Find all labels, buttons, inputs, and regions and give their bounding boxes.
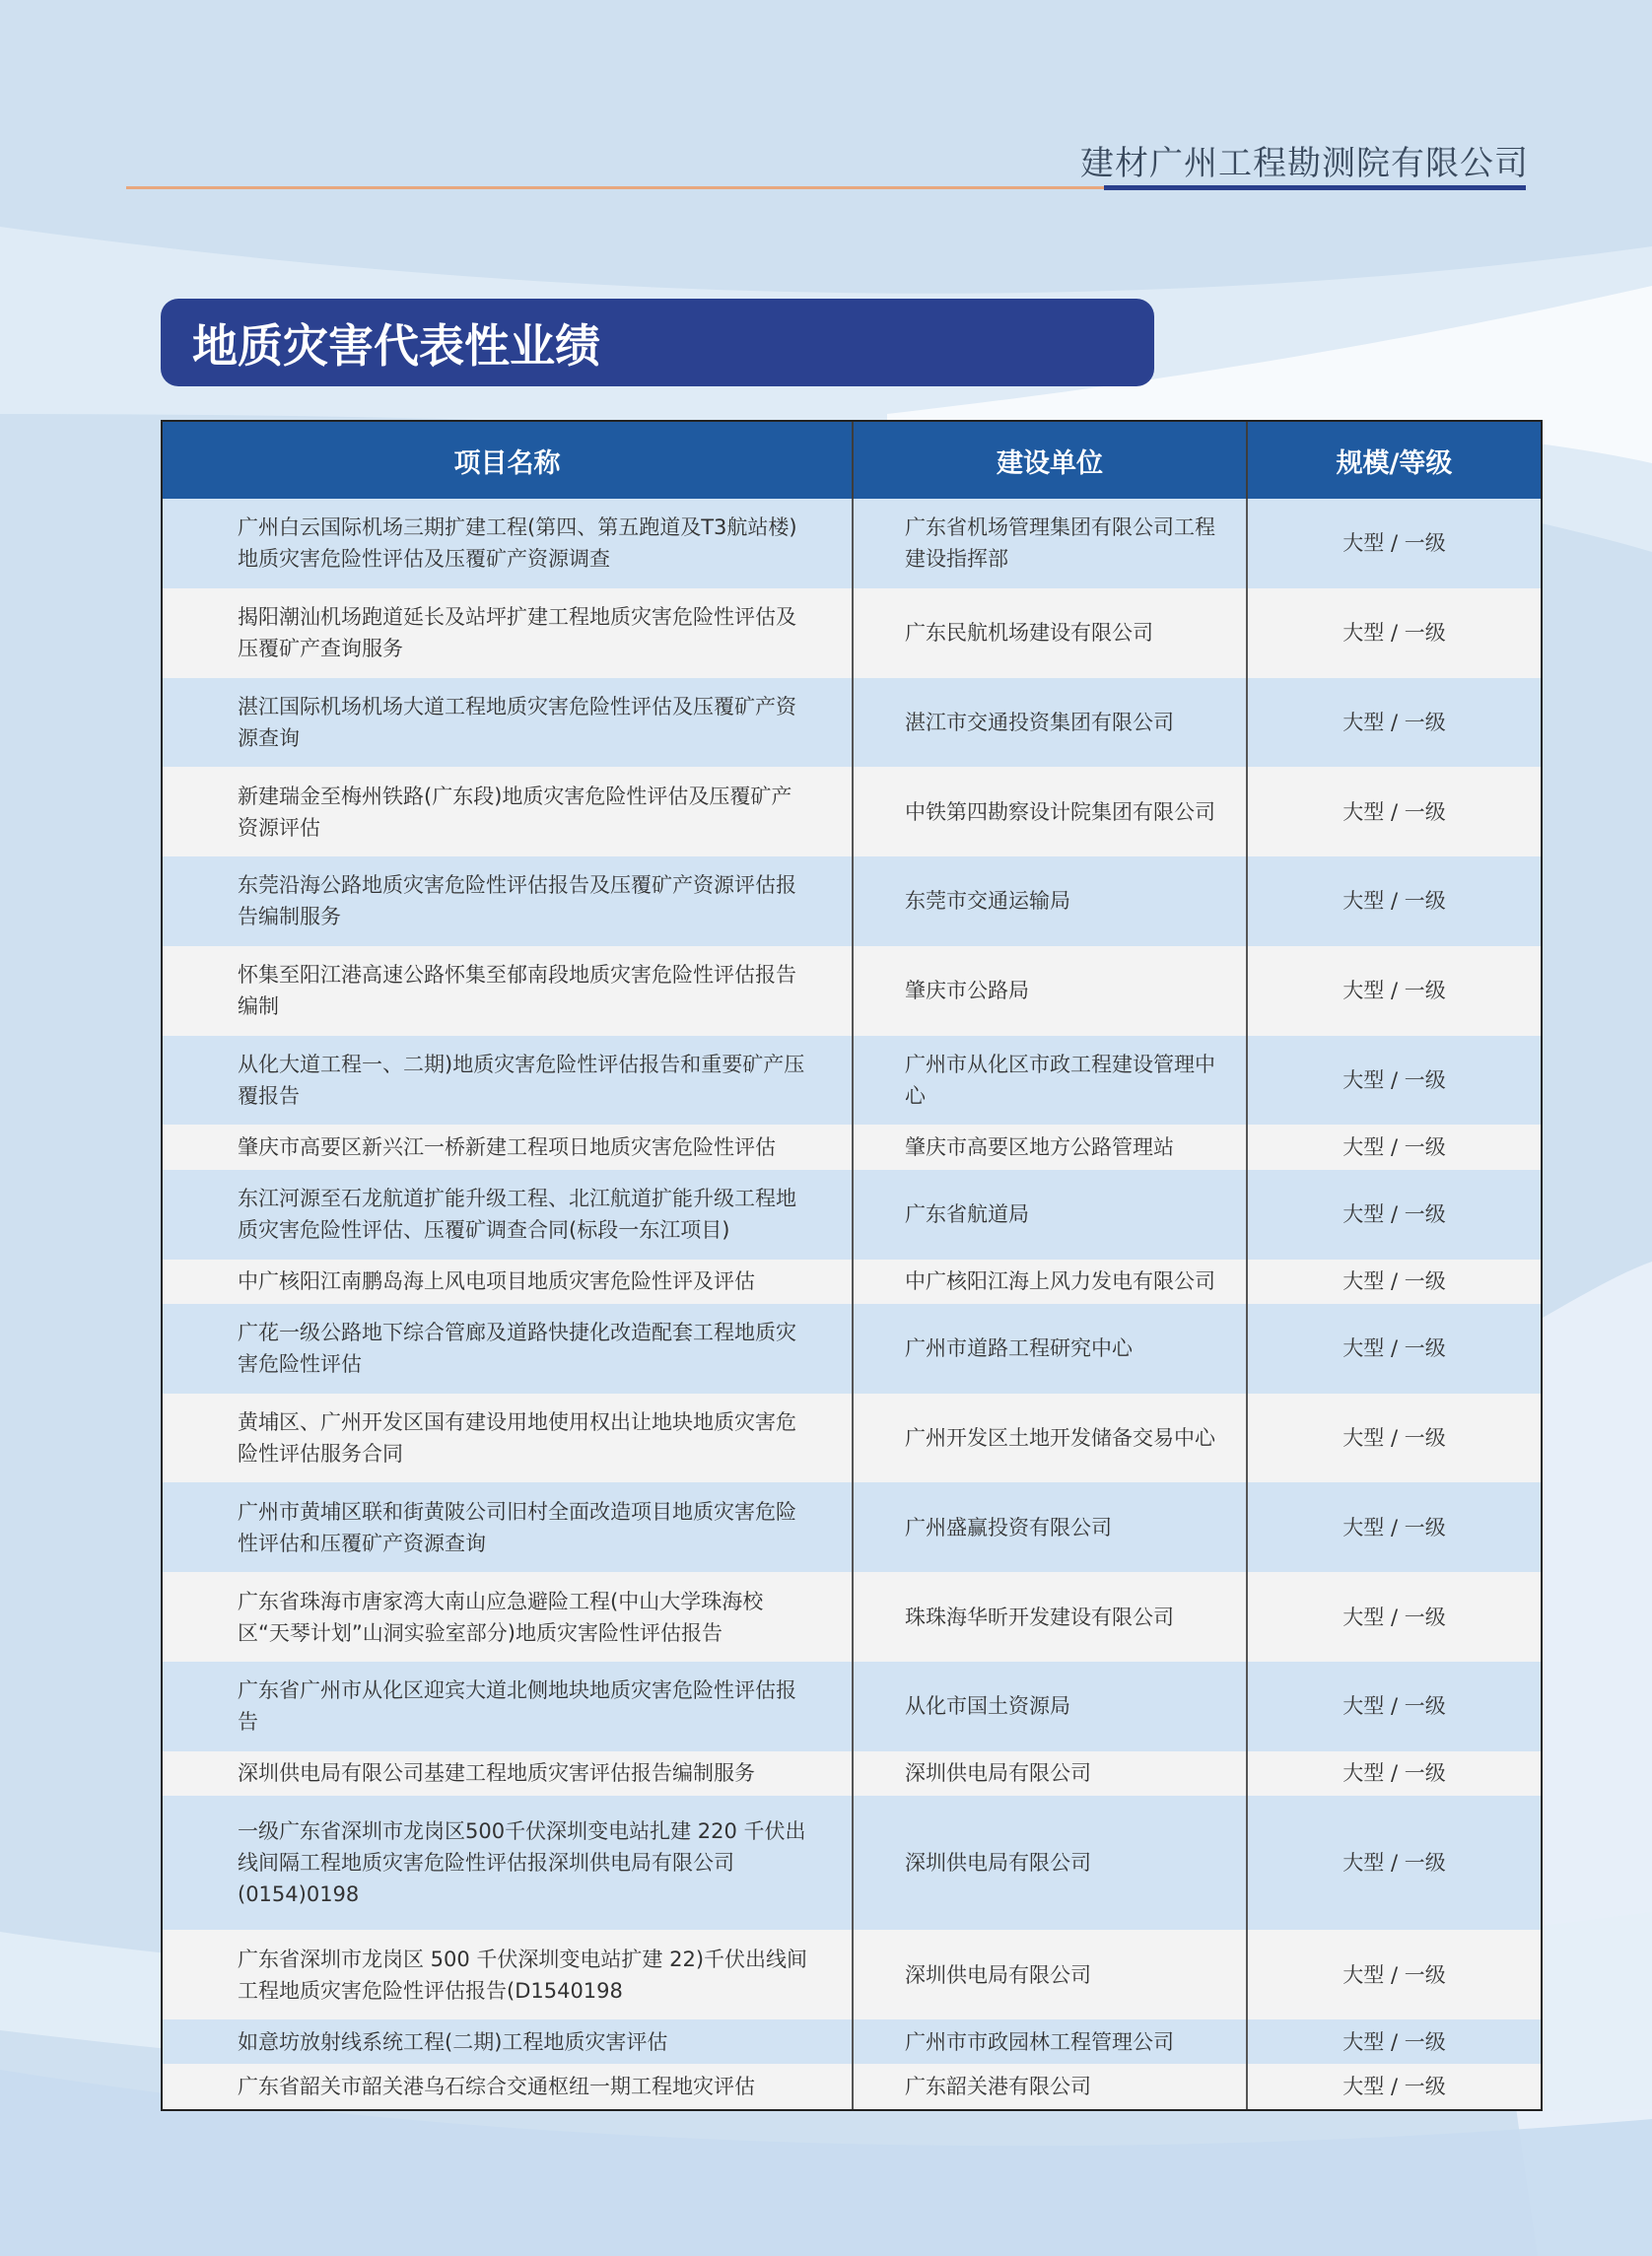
table-row xyxy=(163,1394,1541,1483)
grade-cell: 大型 / 一级 xyxy=(1247,856,1541,946)
grade-cell: 大型 / 一级 xyxy=(1247,2064,1541,2109)
unit-cell: 中广核阳江海上风力发电有限公司 xyxy=(853,1260,1247,1304)
grade-cell: 大型 / 一级 xyxy=(1247,1930,1541,2019)
unit-cell: 深圳供电局有限公司 xyxy=(853,1796,1247,1930)
project-name-cell: 东江河源至石龙航道扩能升级工程、北江航道扩能升级工程地质灾害危险性评估、压覆矿调查合同(标段一东江项目) xyxy=(163,1170,853,1260)
unit-cell: 肇庆市高要区地方公路管理站 xyxy=(853,1125,1247,1169)
table-row xyxy=(163,1036,1541,1126)
table-row xyxy=(163,1662,1541,1751)
project-name-cell: 肇庆市高要区新兴江一桥新建工程项日地质灾害危险性评估 xyxy=(163,1125,853,1169)
unit-cell: 广州市市政园林工程管理公司 xyxy=(853,2019,1247,2064)
grade-cell: 大型 / 一级 xyxy=(1247,1482,1541,1572)
project-name-cell: 从化大道工程一、二期)地质灾害危险性评估报告和重要矿产压覆报告 xyxy=(163,1036,853,1126)
grade-cell: 大型 / 一级 xyxy=(1247,588,1541,678)
project-name-cell: 广花一级公路地下综合管廊及道路快捷化改造配套工程地质灾害危险性评估 xyxy=(163,1304,853,1394)
grade-cell: 大型 / 一级 xyxy=(1247,1796,1541,1930)
project-name-cell: 广东省深圳市龙岗区 500 千伏深圳变电站扩建 22)千伏出线间工程地质灾害危险性评估报告(D1540198 xyxy=(163,1930,853,2019)
grade-cell: 大型 / 一级 xyxy=(1247,1394,1541,1483)
grade-cell: 大型 / 一级 xyxy=(1247,678,1541,768)
unit-cell: 从化市国土资源局 xyxy=(853,1662,1247,1751)
project-name-cell: 广东省广州市从化区迎宾大道北侧地块地质灾害危险性评估报告 xyxy=(163,1662,853,1751)
table-row xyxy=(163,2019,1541,2064)
unit-cell: 广东省机场管理集团有限公司工程建设指挥部 xyxy=(853,499,1247,588)
table-row xyxy=(163,1304,1541,1394)
unit-cell: 广东民航机场建设有限公司 xyxy=(853,588,1247,678)
unit-cell: 深圳供电局有限公司 xyxy=(853,1751,1247,1796)
company-name: 建材广州工程勘测院有限公司 xyxy=(1080,144,1529,183)
project-name-cell: 广州白云国际机场三期扩建工程(第四、第五跑道及T3航站楼)地质灾害危险性评估及压覆矿产资源调查 xyxy=(163,499,853,588)
grade-cell: 大型 / 一级 xyxy=(1247,499,1541,588)
project-name-cell: 湛江国际机场机场大道工程地质灾害危险性评估及压覆矿产资源查询 xyxy=(163,678,853,768)
unit-cell: 深圳供电局有限公司 xyxy=(853,1930,1247,2019)
grade-cell: 大型 / 一级 xyxy=(1247,767,1541,856)
table-row xyxy=(163,856,1541,946)
table-row xyxy=(163,1125,1541,1169)
project-name-cell: 深圳供电局有限公司基建工程地质灾害评估报告编制服务 xyxy=(163,1751,853,1796)
project-name-cell: 广东省珠海市唐家湾大南山应急避险工程(中山大学珠海校区“天琴计划”山洞实验室部分)地质灾害险性评估报告 xyxy=(163,1572,853,1662)
grade-cell: 大型 / 一级 xyxy=(1247,1662,1541,1751)
grade-cell: 大型 / 一级 xyxy=(1247,1170,1541,1260)
grade-cell: 大型 / 一级 xyxy=(1247,1125,1541,1169)
project-name-cell: 如意坊放射线系统工程(二期)工程地质灾害评估 xyxy=(163,2019,853,2064)
section-title: 地质灾害代表性业绩 xyxy=(161,299,1154,386)
table-row xyxy=(163,1572,1541,1662)
table-row xyxy=(163,1482,1541,1572)
header-rule-orange xyxy=(126,186,1104,189)
table-header-row xyxy=(163,422,1541,499)
table-row xyxy=(163,1170,1541,1260)
project-name-cell: 揭阳潮汕机场跑道延长及站坪扩建工程地质灾害危险性评估及压覆矿产查询服务 xyxy=(163,588,853,678)
grade-cell: 大型 / 一级 xyxy=(1247,1304,1541,1394)
grade-cell: 大型 / 一级 xyxy=(1247,1572,1541,1662)
project-name-cell: 新建瑞金至梅州铁路(广东段)地质灾害危险性评估及压覆矿产资源评估 xyxy=(163,767,853,856)
project-name-cell: 怀集至阳江港高速公路怀集至郁南段地质灾害危险性评估报告编制 xyxy=(163,946,853,1036)
grade-cell: 大型 / 一级 xyxy=(1247,2019,1541,2064)
project-name-cell: 广州市黄埔区联和街黄陂公司旧村全面改造项目地质灾害危险性评估和压覆矿产资源查询 xyxy=(163,1482,853,1572)
unit-cell: 广州盛赢投资有限公司 xyxy=(853,1482,1247,1572)
unit-cell: 广州市从化区市政工程建设管理中心 xyxy=(853,1036,1247,1126)
table-row xyxy=(163,588,1541,678)
table-row xyxy=(163,1751,1541,1796)
table-row xyxy=(163,1796,1541,1930)
unit-cell: 广东省航道局 xyxy=(853,1170,1247,1260)
table-row xyxy=(163,946,1541,1036)
header-rule-blue xyxy=(1104,185,1526,190)
unit-cell: 珠珠海华昕开发建设有限公司 xyxy=(853,1572,1247,1662)
grade-cell: 大型 / 一级 xyxy=(1247,946,1541,1036)
table-row xyxy=(163,1930,1541,2019)
column-header-unit: 建设单位 xyxy=(853,422,1247,499)
unit-cell: 东莞市交通运输局 xyxy=(853,856,1247,946)
project-name-cell: 广东省韶关市韶关港乌石综合交通枢纽一期工程地灾评估 xyxy=(163,2064,853,2109)
grade-cell: 大型 / 一级 xyxy=(1247,1260,1541,1304)
unit-cell: 湛江市交通投资集团有限公司 xyxy=(853,678,1247,768)
column-header-grade: 规模/等级 xyxy=(1247,422,1541,499)
unit-cell: 中铁第四勘察设计院集团有限公司 xyxy=(853,767,1247,856)
table-row xyxy=(163,767,1541,856)
unit-cell: 广州市道路工程研究中心 xyxy=(853,1304,1247,1394)
project-name-cell: 中广核阳江南鹏岛海上风电项目地质灾害危险性评及评估 xyxy=(163,1260,853,1304)
grade-cell: 大型 / 一级 xyxy=(1247,1751,1541,1796)
project-name-cell: 黄埔区、广州开发区国有建设用地使用权出让地块地质灾害危险性评估服务合同 xyxy=(163,1394,853,1483)
grade-cell: 大型 / 一级 xyxy=(1247,1036,1541,1126)
project-name-cell: 东莞沿海公路地质灾害危险性评估报告及压覆矿产资源评估报告编制服务 xyxy=(163,856,853,946)
unit-cell: 广东韶关港有限公司 xyxy=(853,2064,1247,2109)
performance-table xyxy=(161,420,1543,2111)
table-row xyxy=(163,1260,1541,1304)
table-row xyxy=(163,2064,1541,2109)
project-name-cell: 一级广东省深圳市龙岗区500千伏深圳变电站扎建 220 千伏出线间隔工程地质灾害危险性评估报深圳供电局有限公司(0154)0198 xyxy=(163,1796,853,1930)
column-header-project: 项目名称 xyxy=(163,422,853,499)
unit-cell: 肇庆市公路局 xyxy=(853,946,1247,1036)
unit-cell: 广州开发区土地开发储备交易中心 xyxy=(853,1394,1247,1483)
table-row xyxy=(163,499,1541,588)
table-row xyxy=(163,678,1541,768)
